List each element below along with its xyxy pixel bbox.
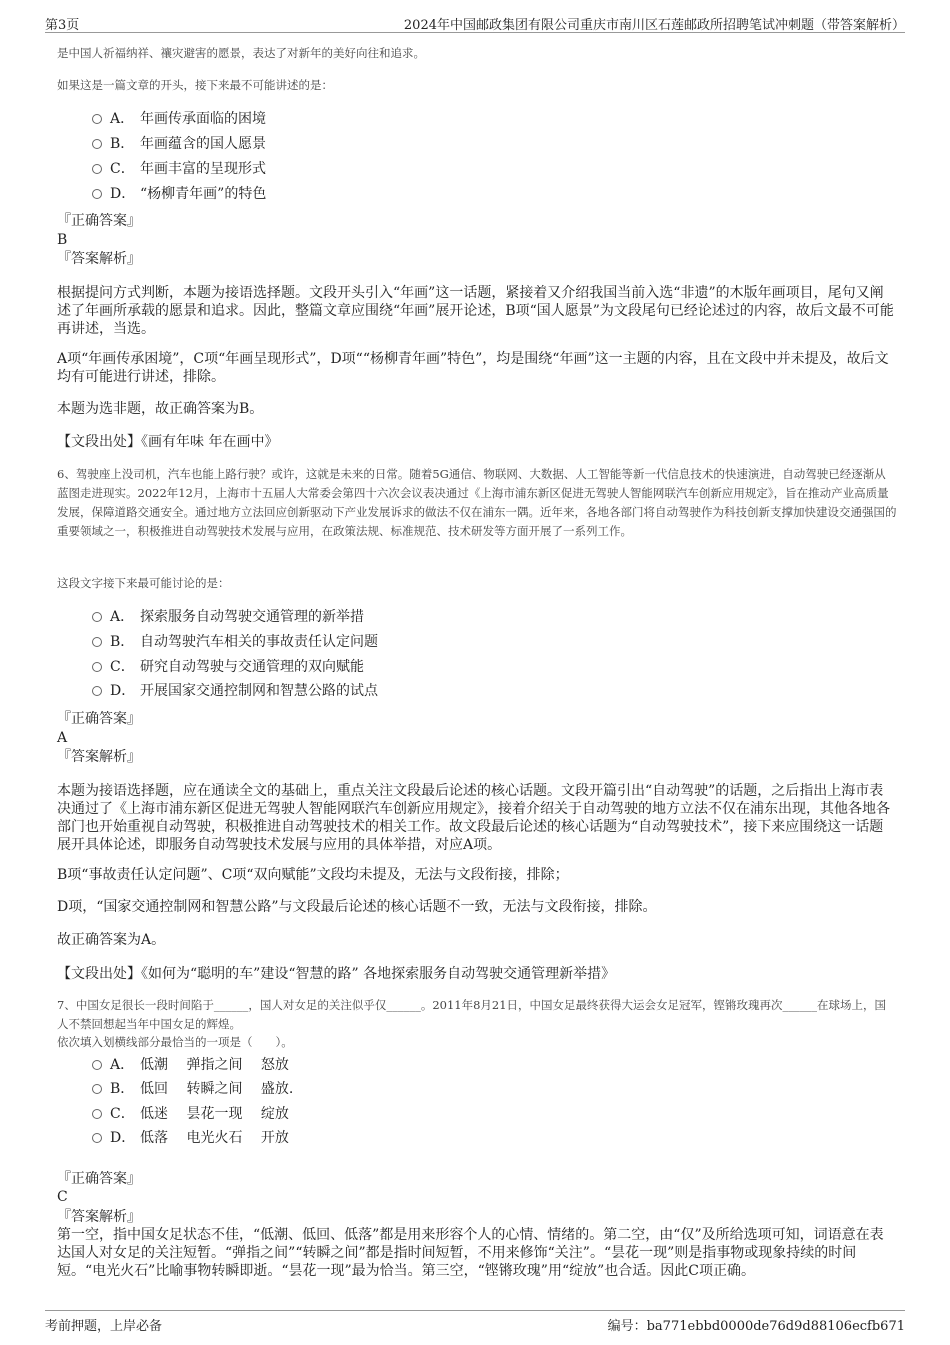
radio-icon[interactable]: [92, 164, 102, 174]
q7-passage: 7、中国女足很长一段时间陷于______，国人对女足的关注似乎仅______。2011年8月21日，中国女足最终获得大运会女足冠军，铿锵玫瑰再次______在球场上，国人不禁回想起当年中国女足的辉煌。: [57, 998, 887, 1031]
q5-option-d[interactable]: D． “杨柳青年画”的特色: [92, 183, 266, 205]
q6-option-d[interactable]: D． 开展国家交通控制网和智慧公路的试点: [92, 680, 378, 702]
radio-icon[interactable]: [92, 1060, 102, 1070]
q7-option-b[interactable]: B． 低回 转瞬之间 盛放.: [92, 1078, 293, 1100]
question-stem: 如果这是一篇文章的开头，接下来最不可能讲述的是：: [57, 78, 333, 92]
answer-value: B: [57, 232, 68, 248]
q6-option-a[interactable]: A． 探索服务自动驾驶交通管理的新举措: [92, 606, 364, 628]
answer-label: 『正确答案』: [57, 711, 141, 727]
q7-option-d[interactable]: D． 低落 电光火石 开放: [92, 1127, 289, 1149]
q5-option-b[interactable]: B． 年画蕴含的国人愿景: [92, 133, 266, 155]
analysis-paragraph: D项，“国家交通控制网和智慧公路”与文段最后论述的核心话题不一致，无法与文段衔接，排除。: [57, 899, 657, 915]
radio-icon[interactable]: [92, 139, 102, 149]
q7-question: 依次填入划横线部分最恰当的一项是（ ）。: [57, 1035, 293, 1049]
radio-icon[interactable]: [92, 114, 102, 124]
q6-question: 这段文字接下来最可能讨论的是：: [57, 576, 230, 590]
answer-value: C: [57, 1189, 68, 1205]
q7-option-c[interactable]: C． 低迷 昙花一现 绽放: [92, 1103, 289, 1125]
radio-icon[interactable]: [92, 1109, 102, 1119]
q6-option-b[interactable]: B． 自动驾驶汽车相关的事故责任认定问题: [92, 631, 378, 653]
page-footer: [45, 1310, 905, 1333]
answer-label: 『正确答案』: [57, 1171, 141, 1187]
radio-icon[interactable]: [92, 1133, 102, 1143]
analysis-paragraph: A项“年画传承困境”，C项“年画呈现形式”，D项““杨柳青年画”特色”，均是围绕“年画”这一主题的内容，且在文段中并未提及，故后文均有可能进行讲述，排除。: [57, 351, 889, 385]
q6-passage: 6、驾驶座上没司机，汽车也能上路行驶？或许，这就是未来的日常。随着5G通信、物联网、大数据、人工智能等新一代信息技术的快速演进，自动驾驶已经逐渐从蓝图走进现实。2022年12月，上海市十五届人大常委会第四十六次会议表决通过《上海市浦东新区促进无驾驶人智能网联汽车创新应用规定》，旨在推动产业高质量发展，保障道路交通安全。通过地方立法回应创新驱动下产业发展诉求的做法不仅在浦东一隅。近年来，各地各部门将自动驾驶作为科技创新支撑加快建设交通强国的重要领域之一，积极推进自动驾驶技术发展与应用，在政策法规、标准规范、技术研发等方面开展了一系列工作。: [57, 467, 897, 538]
analysis-paragraph: 本题为接语选择题，应在通读全文的基础上，重点关注文段最后论述的核心话题。文段开篇引出“自动驾驶”的话题，之后指出上海市表决通过了《上海市浦东新区促进无驾驶人智能网联汽车创新应用规定》，接着介绍关于自动驾驶的地方立法不仅在浦东出现，其他各地各部门也开始重视自动驾驶，积极推进自动驾驶技术的相关工作。故文段最后论述的核心话题为“自动驾驶技术”，接下来应围绕这一话题展开具体论述，即服务自动驾驶技术发展与应用的具体举措，对应A项。: [57, 783, 890, 853]
document-id: 编号：ba771ebbd0000de76d9d88106ecfb671: [607, 1319, 905, 1334]
analysis-label: 『答案解析』: [57, 749, 141, 765]
radio-icon[interactable]: [92, 612, 102, 622]
footer-slogan: 考前押题，上岸必备: [45, 1319, 163, 1334]
radio-icon[interactable]: [92, 637, 102, 647]
source-citation: 【文段出处】《画有年味 年在画中》: [57, 434, 279, 450]
analysis-paragraph: B项“事故责任认定问题”、C项“双向赋能”文段均未提及，无法与文段衔接，排除；: [57, 867, 569, 883]
analysis-label: 『答案解析』: [57, 251, 141, 267]
q5-option-c[interactable]: C． 年画丰富的呈现形式: [92, 158, 266, 180]
analysis-label: 『答案解析』: [57, 1209, 141, 1225]
analysis-paragraph: 第一空，指中国女足状态不佳，“低潮、低回、低落”都是用来形容个人的心情、情绪的。第二空，由“仅”及所给选项可知，词语意在表达国人对女足的关注短暂。“弹指之间”“转瞬之间”都是指时间短暂，不用来修饰“关注”。“昙花一现”则是指事物或现象持续的时间短。“电光火石”比喻事物转瞬即逝。“昙花一现”最为恰当。第三空，“铿锵玫瑰”用“绽放”也合适。因此C项正确。: [57, 1227, 884, 1279]
radio-icon[interactable]: [92, 686, 102, 696]
page-number: 第3页: [45, 18, 80, 33]
q6-option-c[interactable]: C． 研究自动驾驶与交通管理的双向赋能: [92, 656, 364, 678]
radio-icon[interactable]: [92, 662, 102, 672]
analysis-paragraph: 根据提问方式判断，本题为接语选择题。文段开头引入“年画”这一话题，紧接着又介绍我国当前入选“非遗”的木版年画项目，尾句又阐述了年画所承载的愿景和追求。因此，整篇文章应围绕“年画”展开论述，B项“国人愿景”为文段尾句已经论述过的内容，故后文最不可能再讲述，当选。: [57, 285, 894, 337]
answer-label: 『正确答案』: [57, 213, 141, 229]
radio-icon[interactable]: [92, 1084, 102, 1094]
document-title: 2024年中国邮政集团有限公司重庆市南川区石莲邮政所招聘笔试冲刺题（带答案解析）: [403, 18, 905, 33]
radio-icon[interactable]: [92, 189, 102, 199]
passage-end: 是中国人祈福纳祥、禳灾避害的愿景，表达了对新年的美好向往和追求。: [57, 46, 425, 60]
analysis-paragraph: 故正确答案为A。: [57, 932, 166, 948]
page-header: [45, 12, 905, 33]
analysis-paragraph: 本题为选非题，故正确答案为B。: [57, 401, 264, 417]
q5-option-a[interactable]: A． 年画传承面临的困境: [92, 108, 266, 130]
q7-option-a[interactable]: A． 低潮 弹指之间 怒放: [92, 1054, 289, 1076]
answer-value: A: [57, 730, 68, 746]
source-citation: 【文段出处】《如何为“聪明的车”建设“智慧的路” 各地探索服务自动驾驶交通管理新举措》: [57, 966, 616, 982]
